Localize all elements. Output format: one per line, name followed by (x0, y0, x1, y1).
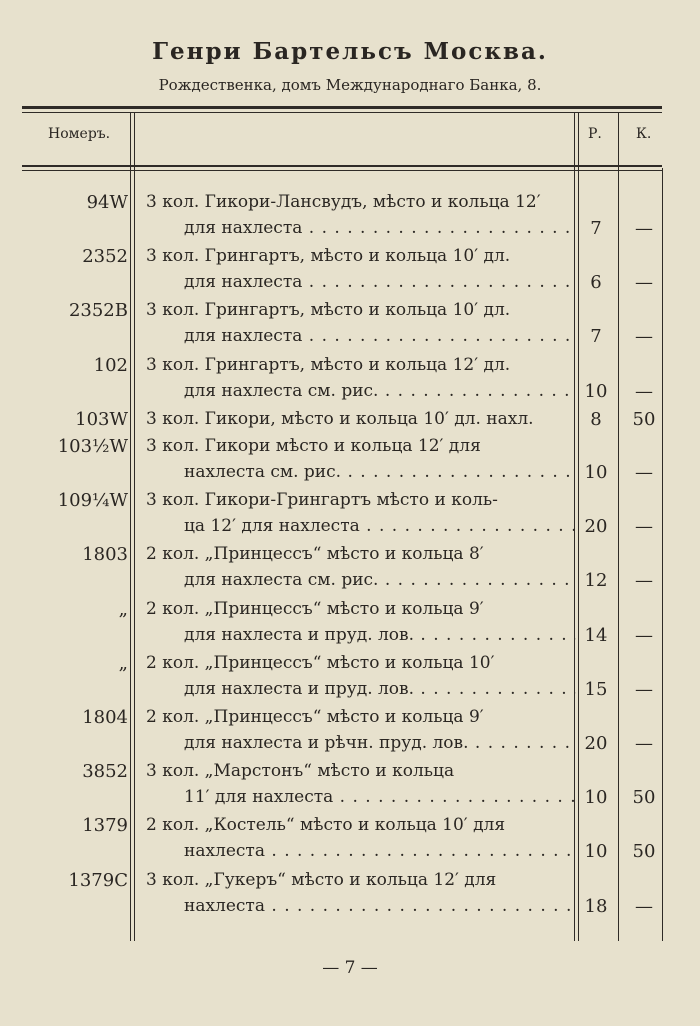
price-kopecks: — (635, 516, 653, 538)
price-rubles: 20 (584, 733, 608, 754)
item-number: 109¼W (57, 490, 128, 512)
item-number: 2352B (68, 300, 128, 322)
price-kopecks: 50 (632, 841, 656, 863)
item-description: 3 кол. Гикори-Грингартъ мѣсто и коль- (146, 490, 498, 511)
item-description: 2 кол. „Принцессъ“ мѣсто и кольца 8′ (146, 544, 484, 565)
item-description-cont: для нахлеста . . . (184, 218, 576, 238)
item-description-cont: нахлеста . . . (184, 896, 576, 916)
item-description: 3 кол. „Марстонъ“ мѣсто и кольца (146, 761, 455, 782)
item-description-cont: ца 12′ для нахлеста . . . (184, 516, 576, 536)
table-row (0, 300, 700, 354)
item-number: 102 (93, 354, 128, 376)
item-description-cont: для нахлеста . . . (184, 326, 576, 346)
table-row (0, 815, 700, 869)
item-description-cont: для нахлеста см. рис. . . . (184, 381, 576, 401)
price-kopecks: 50 (632, 787, 656, 809)
price-kopecks: — (635, 624, 653, 646)
price-rubles: 18 (584, 895, 608, 917)
item-number: 94W (86, 192, 128, 213)
page-subtitle: Рождественка, домъ Международнаго Банка, 8. (158, 76, 542, 94)
table-row (0, 599, 700, 653)
price-kopecks: — (635, 462, 653, 483)
column-header-number: Номеръ. (48, 126, 111, 142)
price-rubles: 10 (584, 462, 608, 483)
header-rule-thick (22, 165, 662, 167)
item-description: 3 кол. Гикори, мѣсто и кольца 10′ дл. нахл. (146, 408, 534, 429)
price-rubles: 10 (584, 380, 608, 402)
item-number: 103W (75, 408, 128, 430)
price-rubles: 6 (590, 272, 602, 294)
item-number: 3852 (82, 761, 128, 783)
item-description: 2 кол. „Принцессъ“ мѣсто и кольца 9′ (146, 707, 484, 727)
price-kopecks: — (635, 218, 653, 239)
table-row (0, 490, 700, 544)
table-row (0, 653, 700, 707)
price-kopecks: — (635, 895, 653, 917)
item-number: 1379 (82, 815, 128, 837)
price-rubles: 14 (584, 624, 608, 646)
column-header-rubles: Р. (588, 126, 602, 142)
item-description: 2 кол. „Костель“ мѣсто и кольца 10′ для (146, 815, 506, 836)
price-kopecks: — (635, 678, 653, 700)
page-number: — 7 — (322, 958, 378, 978)
item-description-cont: для нахлеста см. рис. . . . (184, 570, 576, 590)
price-kopecks: — (635, 570, 653, 592)
table-row (0, 761, 700, 815)
price-rubles: 20 (584, 516, 608, 538)
item-description: 3 кол. Гикори мѣсто и кольца 12′ для (146, 436, 481, 456)
item-description: 3 кол. Грингартъ, мѣсто и кольца 10′ дл. (146, 300, 511, 321)
item-description-cont: нахлеста . . . (184, 841, 576, 861)
item-description-cont: для нахлеста и рѣчн. пруд. лов. . . . (184, 733, 576, 753)
page-title: Генри Бартельсъ Москва. (152, 38, 548, 65)
price-rubles: 7 (590, 218, 602, 239)
top-rule-thick (22, 106, 662, 109)
table-row (0, 870, 700, 924)
item-description-cont: 11′ для нахлеста . . . (184, 787, 576, 807)
table-row (0, 355, 700, 409)
item-description: 2 кол. „Принцессъ“ мѣсто и кольца 9′ (146, 598, 484, 619)
item-description-cont: для нахлеста . . . (184, 272, 576, 292)
price-kopecks: — (635, 272, 653, 294)
item-description: 3 кол. Грингартъ, мѣсто и кольца 10′ дл. (146, 246, 511, 267)
item-number: 1804 (82, 707, 128, 728)
price-rubles: 10 (584, 787, 608, 809)
item-number: 1379C (68, 869, 128, 891)
item-description: 2 кол. „Принцессъ“ мѣсто и кольца 10′ (146, 652, 495, 673)
table-row (0, 436, 700, 490)
table-row (0, 192, 700, 246)
price-rubles: 8 (590, 408, 602, 430)
price-kopecks: — (635, 733, 653, 754)
table-row (0, 707, 700, 761)
item-number: 2352 (82, 246, 128, 268)
price-rubles: 12 (584, 570, 608, 592)
header-rule-thin (22, 170, 662, 171)
item-description-cont: для нахлеста и пруд. лов. . . . (184, 625, 576, 645)
item-number: „ (118, 652, 128, 674)
table-row (0, 544, 700, 598)
top-rule-thin (22, 112, 662, 113)
price-rubles: 15 (584, 678, 608, 700)
item-number: 1803 (82, 544, 128, 566)
price-kopecks: — (635, 380, 653, 402)
price-kopecks: — (635, 326, 653, 348)
item-description-cont: нахлеста см. рис. . . . (184, 462, 576, 482)
table-row (0, 246, 700, 300)
item-number: 103½W (57, 436, 128, 457)
item-description: 3 кол. Грингартъ, мѣсто и кольца 12′ дл. (146, 354, 511, 375)
item-description: 3 кол. „Гукеръ“ мѣсто и кольца 12′ для (146, 869, 497, 890)
price-kopecks: 50 (632, 408, 656, 430)
price-rubles: 10 (584, 841, 608, 863)
item-description-cont: для нахлеста и пруд. лов. . . . (184, 679, 576, 699)
price-rubles: 7 (590, 326, 602, 348)
item-description: 3 кол. Гикори-Лансвудъ, мѣсто и кольца 12′ (146, 192, 541, 212)
item-number: „ (118, 598, 128, 620)
column-header-kopecks: К. (636, 126, 652, 142)
